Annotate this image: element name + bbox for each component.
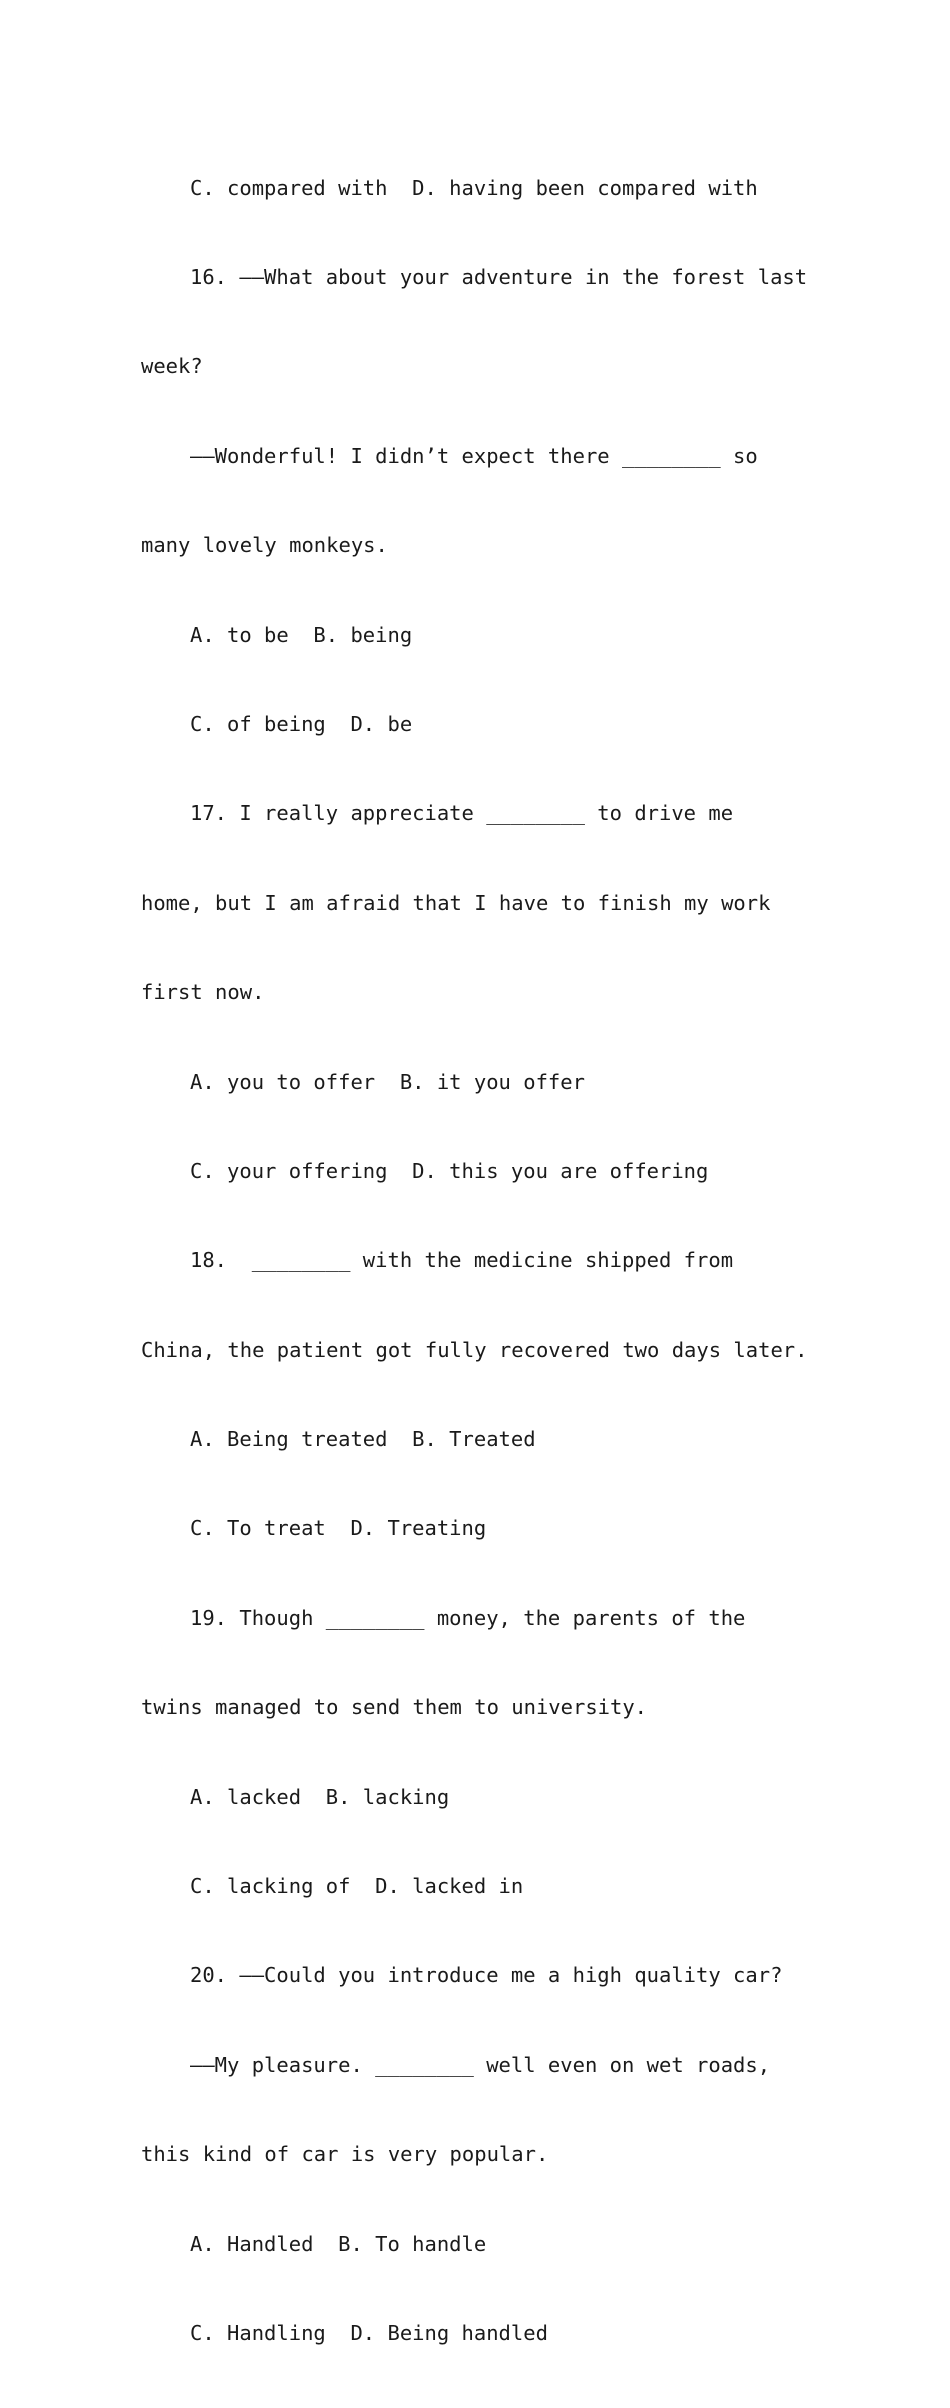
q15-options-cd: C. compared with D. having been compared with: [190, 175, 758, 200]
q18-stem: 18. ________ with the medicine shipped from: [190, 1248, 734, 1273]
q19-stem: 19. Though ________ money, the parents of the: [190, 1605, 746, 1630]
q20-options-ab: A. Handled B. To handle: [190, 2231, 487, 2256]
q17-stem: 17. I really appreciate ________ to drive me: [190, 801, 734, 826]
q19-options-ab: A. lacked B. lacking: [190, 1784, 450, 1809]
q18-stem-cont: China, the patient got fully recovered two days later.: [141, 1337, 808, 1362]
q16-options-cd: C. of being D. be: [190, 711, 413, 736]
q17-options-cd: C. your offering D. this you are offering: [190, 1158, 709, 1183]
q17-options-ab: A. you to offer B. it you offer: [190, 1069, 585, 1094]
q19-stem-cont: twins managed to send them to university.: [141, 1695, 648, 1720]
q16-dialogue-cont: many lovely monkeys.: [141, 533, 388, 558]
q16-stem-cont: week?: [141, 354, 203, 379]
q17-stem-cont: home, but I am afraid that I have to finish my work: [141, 890, 771, 915]
q16-options-ab: A. to be B. being: [190, 622, 413, 647]
q17-stem-cont-2: first now.: [141, 980, 265, 1005]
q16-dialogue: ——Wonderful! I didn’t expect there ________ so: [190, 443, 758, 468]
document-body: [141, 114, 821, 2408]
q20-options-cd: C. Handling D. Being handled: [190, 2320, 548, 2345]
q20-stem: 20. ——Could you introduce me a high quality car?: [190, 1963, 783, 1988]
q20-dialogue-cont: this kind of car is very popular.: [141, 2142, 549, 2167]
q19-options-cd: C. lacking of D. lacked in: [190, 1874, 524, 1899]
q16-stem: 16. ——What about your adventure in the forest last: [190, 264, 808, 289]
q20-dialogue: ——My pleasure. ________ well even on wet roads,: [190, 2052, 771, 2077]
q18-options-cd: C. To treat D. Treating: [190, 1516, 487, 1541]
q18-options-ab: A. Being treated B. Treated: [190, 1427, 536, 1452]
